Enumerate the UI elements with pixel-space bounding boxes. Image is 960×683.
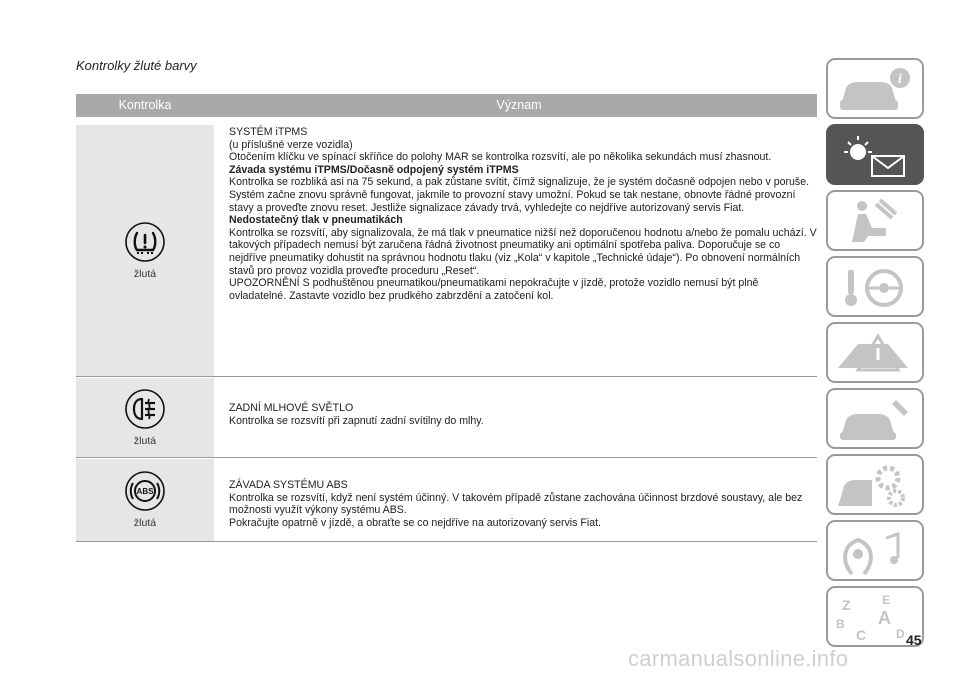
index-letter-c: C — [856, 627, 867, 643]
tab-warning-lights[interactable] — [826, 124, 924, 185]
icon-cell — [76, 125, 214, 376]
car-info-icon — [828, 60, 924, 119]
tab-maintenance[interactable] — [826, 388, 924, 449]
index-letter-a: A — [878, 608, 891, 628]
index-letter-z: Z — [842, 597, 851, 613]
low-pressure-warning: UPOZORNĚNÍ S podhuštěnou pneumatikou/pneumatikami nepokračujte v jízdě, protože vozidlo nemusí být plně ovladatelné. Zastavte vozidlo bez prudkého zabrzdění a zatočení kol. — [229, 277, 759, 302]
itpms-fault-text: Kontrolka se rozbliká asi na 75 sekund, a pak zůstane svítit, čímž signalizuje, že je systém dočasně odpojen nebo v poruše. Systém začne znovu správně fungovat, jakmile to provozní stavy umožní. Pokud se tak nestane, obnovte řádné provozní stavy a proveďte znovu reset. Jestliže signalizace závady trvá, vyhledejte co nejdříve autorizovaný servis Fiat. — [229, 176, 810, 214]
warning-lights-table — [76, 94, 817, 542]
table-header — [76, 94, 817, 117]
low-pressure-title: Nedostatečný tlak v pneumatikách — [229, 214, 403, 227]
color-label: žlutá — [133, 434, 157, 447]
icon-cell — [76, 459, 214, 541]
multimedia-map-icon — [828, 522, 924, 581]
table-row — [76, 459, 817, 542]
header-vyznam: Význam — [496, 98, 542, 112]
seat-airbag-icon — [828, 192, 924, 251]
color-label: žlutá — [133, 267, 157, 280]
itpms-version-note: (u příslušné verze vozidla) — [229, 138, 353, 151]
itpms-title: SYSTÉM iTPMS — [229, 126, 308, 138]
low-pressure-text: Kontrolka se rozsvítí, aby signalizovala, že má tlak v pneumatice nižší než doporučenou hodnotu a/nebo že pomalu uchází. V takových případech nemusí být zaručena řádná životnost pneumatiky ani optimální spotřeba paliva. Doporučuje se co nejdříve pneumatiky dohustit na správnou hodnotu tlaku (viz „Kola“ v kapitole „Technické údaje“). Po obnovení normálních stavů pro provoz vozidla proveďte proceduru „Reset“. — [229, 226, 817, 277]
icon-cell — [76, 378, 214, 457]
itpms-intro: Otočením klíčku ve spínací skříňce do polohy MAR se kontrolka rozsvítí, ale po několika sekundách musí zhasnout. — [229, 151, 772, 164]
watermark: carmanualsonline.info — [628, 646, 849, 671]
tab-multimedia[interactable] — [826, 520, 924, 581]
tab-safety[interactable] — [826, 190, 924, 251]
meaning-cell — [214, 378, 817, 457]
abs-title: ZÁVADA SYSTÉMU ABS — [229, 479, 348, 491]
key-steering-wheel-icon — [828, 258, 924, 317]
index-letter-e: E — [882, 593, 891, 607]
header-kontrolka: Kontrolka — [118, 98, 172, 112]
tab-emergency[interactable] — [826, 322, 924, 383]
rear-fog-light-icon — [125, 389, 165, 429]
section-title: Kontrolky žluté barvy — [76, 58, 197, 73]
road-hazard-icon — [828, 324, 924, 383]
meaning-cell — [214, 125, 817, 376]
page-number: 45 — [906, 632, 922, 648]
info-glyph: i — [898, 72, 902, 87]
abs-warning-icon — [125, 471, 165, 511]
tpms-warning-icon — [125, 222, 165, 262]
index-letter-d: D — [896, 627, 905, 641]
table-row — [76, 378, 817, 458]
car-settings-gears-icon — [828, 456, 924, 515]
color-label: žlutá — [133, 517, 157, 529]
fog-light-title: ZADNÍ MLHOVÉ SVĚTLO — [229, 402, 354, 414]
tab-technical-data[interactable] — [826, 454, 924, 515]
car-service-icon — [828, 390, 924, 449]
itpms-fault-title: Závada systému iTPMS/Dočasně odpojený systém iTPMS — [229, 163, 519, 176]
meaning-cell — [214, 459, 817, 541]
fog-light-text: Kontrolka se rozsvítí při zapnutí zadní svítilny do mlhy. — [229, 414, 484, 427]
abs-icon-text: ABS — [136, 487, 154, 496]
tab-start-drive[interactable] — [826, 256, 924, 317]
abs-text: Kontrolka se rozsvítí, když není systém účinný. V takovém případě zůstane zachována účinnost brzdové soustavy, ale bez možnosti využít výkony systému ABS. — [229, 491, 803, 517]
tab-car-info[interactable] — [826, 58, 924, 119]
abs-text-2: Pokračujte opatrně v jízdě, a obraťte se co nejdříve na autorizovaný servis Fiat. — [229, 516, 602, 529]
table-row — [76, 125, 817, 377]
index-letter-b: B — [836, 617, 845, 631]
warning-light-message-icon — [828, 126, 924, 185]
